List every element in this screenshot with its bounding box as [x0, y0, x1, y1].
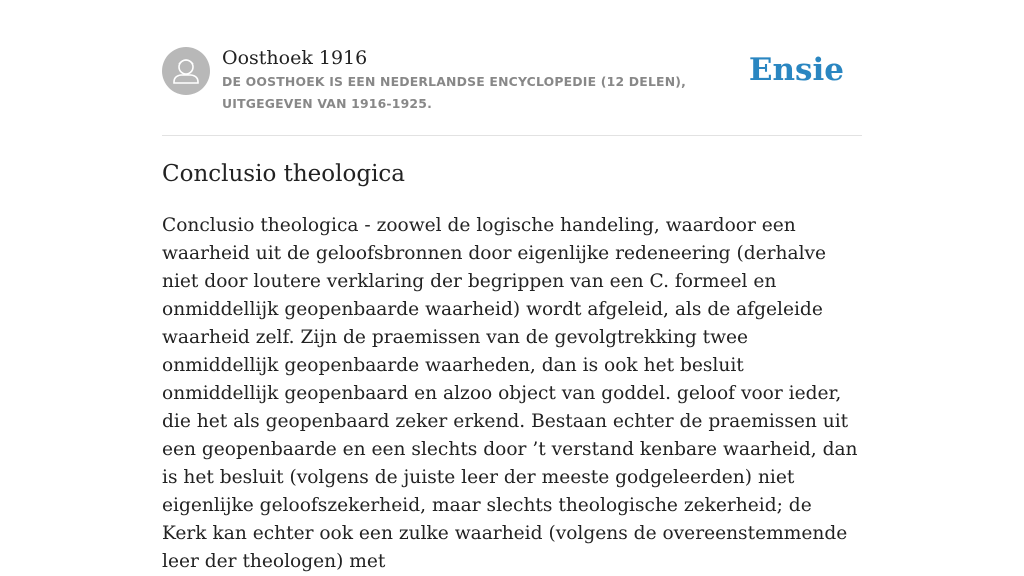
source-header [162, 44, 862, 124]
article-body: Conclusio theologica - zoowel de logische handeling, waardoor een waarheid uit de geloofsbronnen door eigenlijke redeneering (derhalve niet door loutere verklaring der begrippen van een C. formeel en onmiddellijk geopenbaarde waarheid) wordt afgeleid, als de afgeleide waarheid zelf. Zijn de praemissen van de gevolgtrekking twee onmiddellijk geopenbaarde waarheden, dan is ook het besluit onmiddellijk geopenbaard en alzoo object van goddel. geloof voor ieder, die het als geopenbaard zeker erkend. Bestaan echter de praemissen uit een geopenbaarde en een slechts door ’t verstand kenbare waarheid, dan is het besluit (volgens de juiste leer der meeste godgeleerden) niet eigenlijke geloofszekerheid, maar slechts theologische zekerheid; de Kerk kan echter ook een zulke waarheid (volgens de overeenstemmende leer der theologen) met [162, 215, 858, 572]
source-description: DE OOSTHOEK IS EEN NEDERLANDSE ENCYCLOPEDIE (12 DELEN), UITGEGEVEN VAN 1916-1925. [222, 74, 687, 111]
avatar[interactable] [162, 47, 210, 95]
ensie-logo[interactable]: Ensie [748, 52, 844, 88]
source-title[interactable]: Oosthoek 1916 [222, 47, 368, 69]
user-silhouette-icon [162, 47, 210, 95]
header-divider [162, 135, 862, 136]
article-title: Conclusio theologica [162, 161, 406, 187]
